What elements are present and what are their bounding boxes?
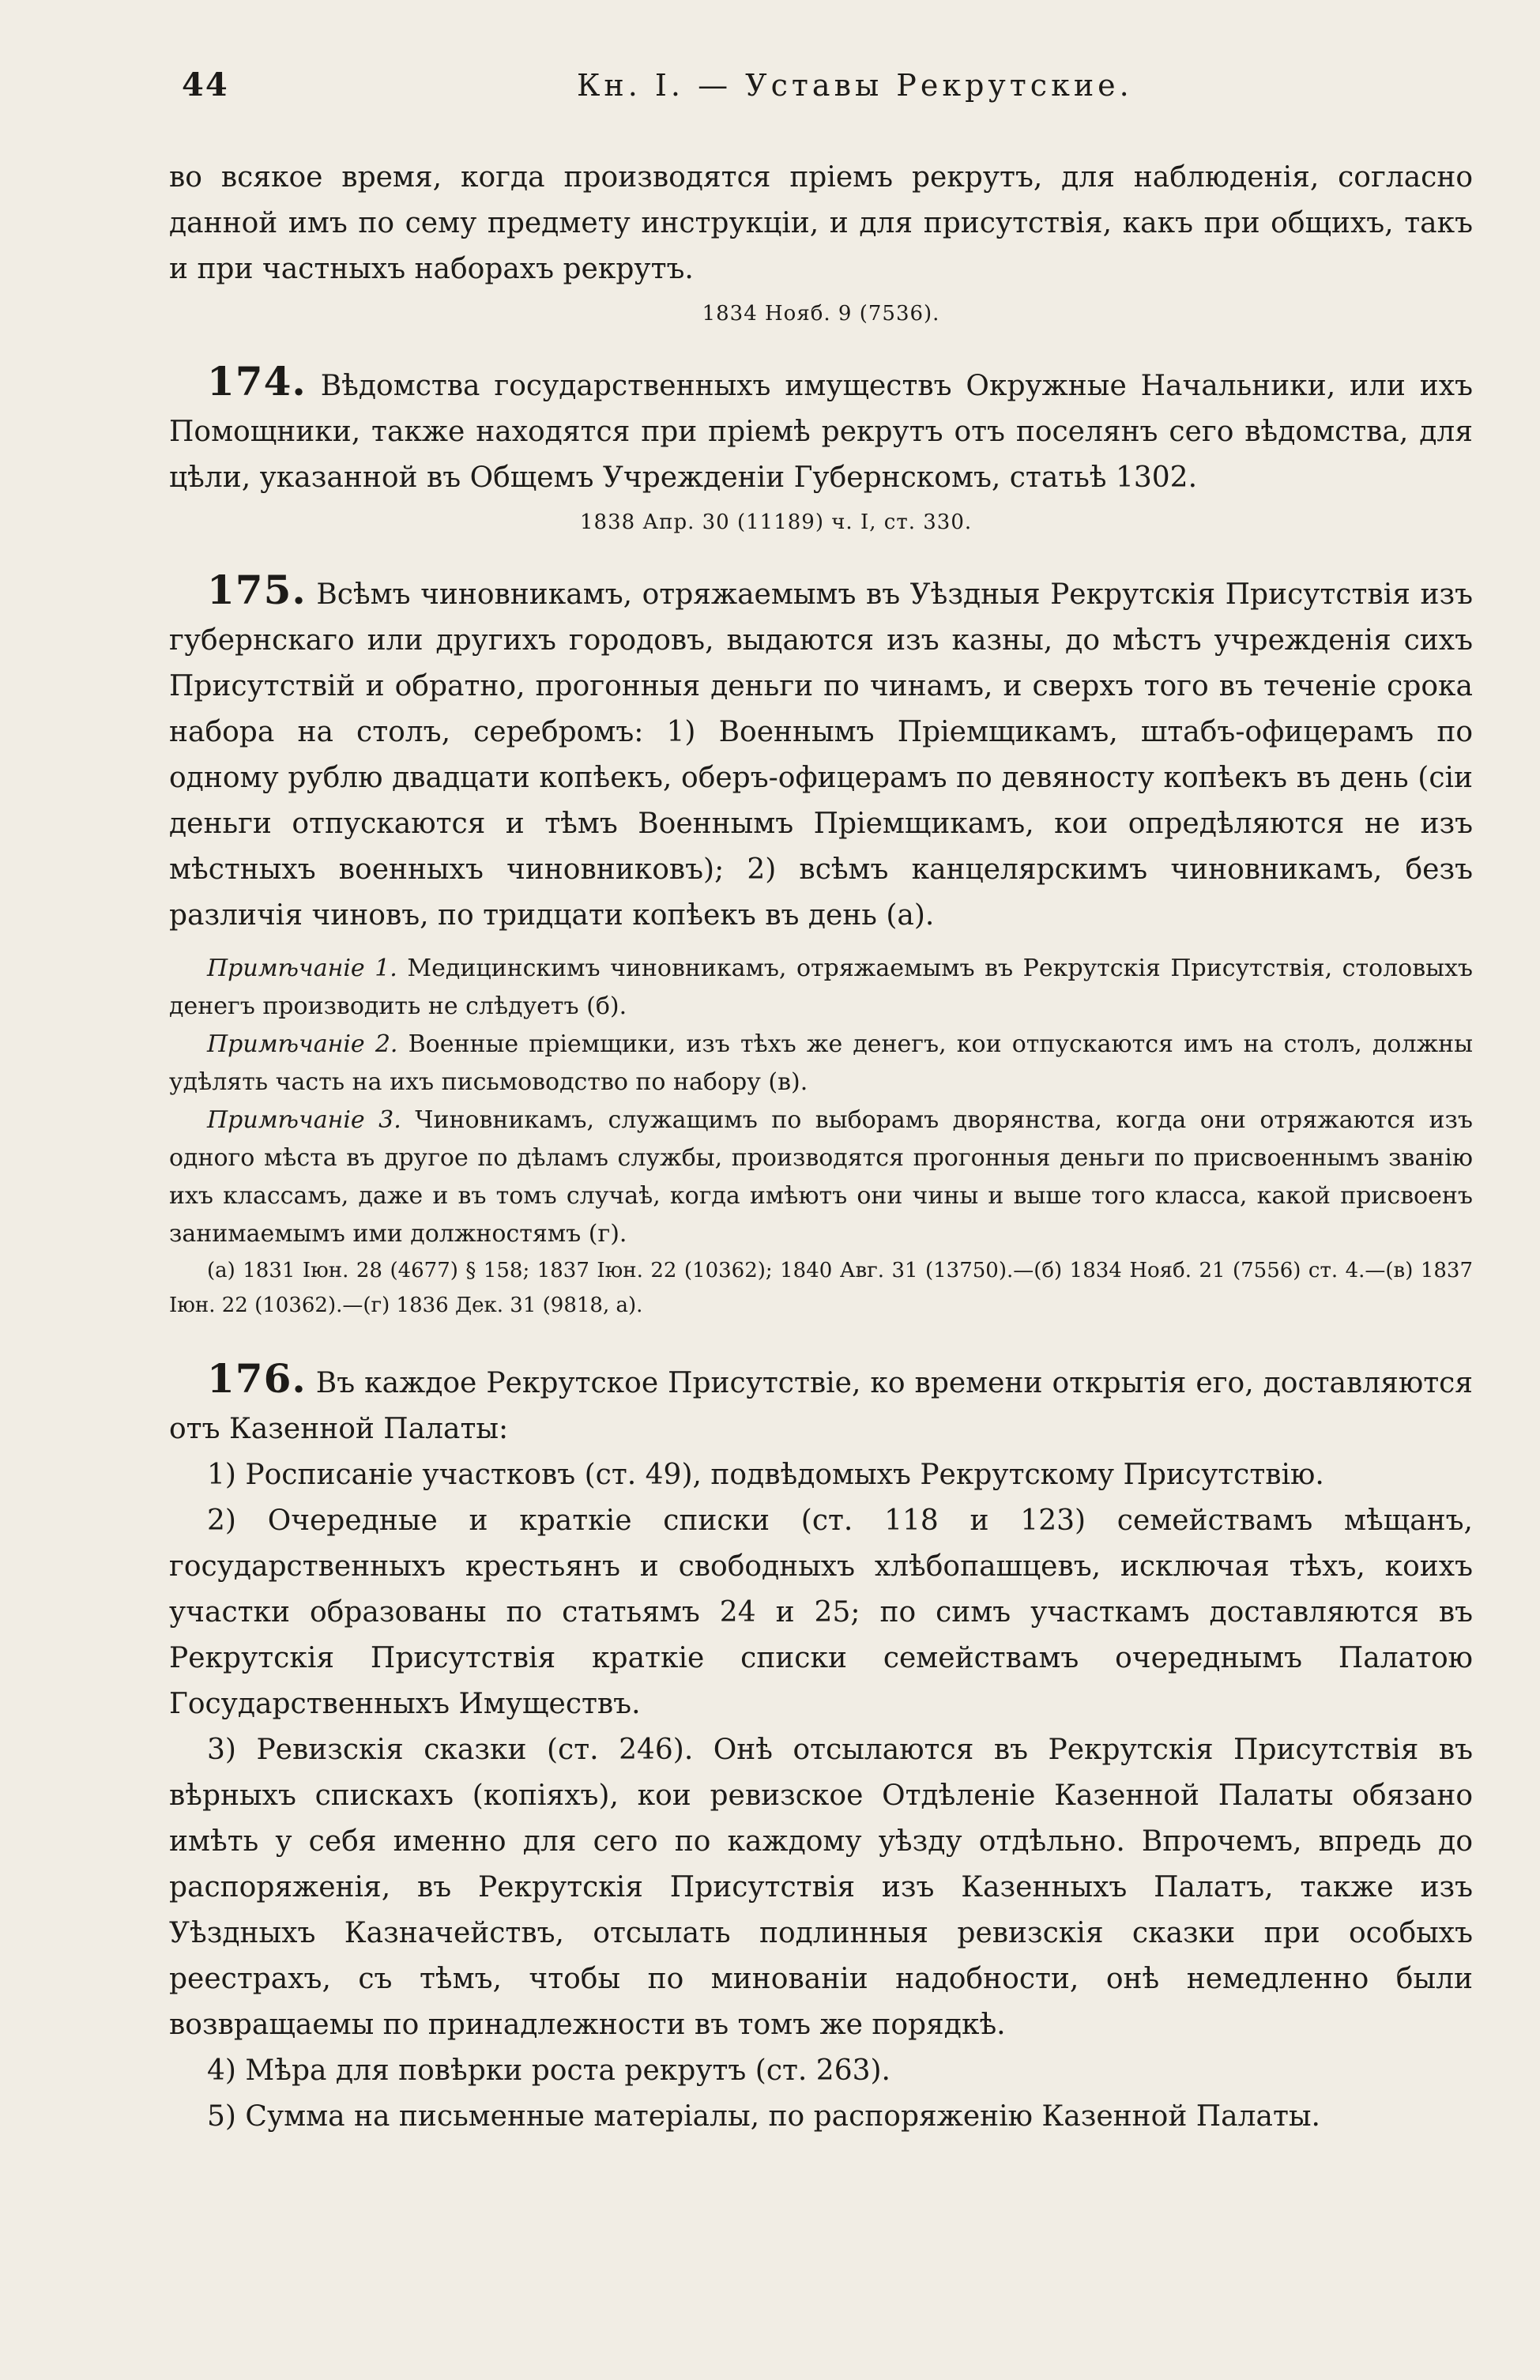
page-number: 44 <box>182 66 229 104</box>
note-2-label: Примѣчаніе 2. <box>207 1030 398 1058</box>
list-item: 4) Мѣра для повѣрки роста рекрутъ (ст. 263). <box>207 2054 890 2087</box>
list-item: 5) Сумма на письменные матеріалы, по распоряженію Казенной Палаты. <box>207 2100 1320 2133</box>
article-number-176: 176. <box>207 1355 307 1402</box>
running-title: Кн. I. — Уставы Рекрутские. <box>577 68 1133 103</box>
page-header <box>182 66 1462 114</box>
article-number-175: 175. <box>207 567 307 613</box>
intro-paragraph: во всякое время, когда производятся пріемъ рекрутъ, для наблюденія, согласно данной имъ по сему предмету инструкціи, и для присутствія, какъ при общихъ, такъ и при частныхъ наборахъ рекрутъ. <box>169 161 1473 285</box>
article-174-text: Вѣдомства государственныхъ имуществъ Окружные Начальники, или ихъ Помощники, также находятся при пріемѣ рекрутъ отъ поселянъ сего вѣдомства, для цѣли, указанной въ Общемъ Учрежденіи Губернскомъ, статьѣ 1302. <box>169 370 1474 494</box>
article-174-citation: 1838 Апр. 30 (11189) ч. I, ст. 330. <box>580 510 973 534</box>
article-number-174: 174. <box>207 358 307 405</box>
note-1-text: Медицинскимъ чиновникамъ, отряжаемымъ въ Рекрутскія Присутствія, столовыхъ денегъ производить не слѣдуетъ (б). <box>169 955 1473 1020</box>
list-item: 2) Очередные и краткіе списки (ст. 118 и 123) семействамъ мѣщанъ, государственныхъ крестьянъ и свободныхъ хлѣбопашцевъ, исключая тѣхъ, коихъ участки образованы по статьямъ 24 и 25; по симъ участкамъ доставляются въ Рекрутскія Присутствія краткіе списки семействамъ очереднымъ Палатою Государственныхъ Имуществъ. <box>169 1504 1473 1720</box>
note-2-text: Военные пріемщики, изъ тѣхъ же денегъ, кои отпускаются имъ на столъ, должны удѣлять часть на ихъ письмоводство по набору (в). <box>169 1030 1473 1096</box>
list-item: 3) Ревизскія сказки (ст. 246). Онѣ отсылаются въ Рекрутскія Присутствія въ вѣрныхъ спискахъ (копіяхъ), кои ревизское Отдѣленіе Казенной Палаты обязано имѣть у себя именно для сего по каждому уѣзду отдѣльно. Впрочемъ, впредь до распоряженія, въ Рекрутскія Присутствія изъ Казенныхъ Палатъ, также изъ Уѣздныхъ Казначействъ, отсылать подлинныя ревизскія сказки при особыхъ реестрахъ, съ тѣмъ, чтобы по минованіи надобности, онѣ немедленно были возвращаемы по принадлежности въ томъ же порядкѣ. <box>169 1734 1473 2041</box>
note-1 <box>169 950 1473 1026</box>
note-3-text: Чиновникамъ, служащимъ по выборамъ дворянства, когда они отряжаются изъ одного мѣста въ другое по дѣламъ службы, производятся прогонныя деньги по присвоеннымъ званію ихъ классамъ, даже и въ томъ случаѣ, когда имѣютъ они чины и выше того класса, какой присвоенъ занимаемымъ ими должностямъ (г). <box>169 1106 1473 1248</box>
article-175 <box>169 567 1473 939</box>
list-item: 1) Росписаніе участковъ (ст. 49), подвѣдомыхъ Рекрутскому Присутствію. <box>207 1459 1324 1491</box>
note-1-label: Примѣчаніе 1. <box>207 955 397 982</box>
article-174 <box>169 359 1473 501</box>
article-175-footnote: (а) 1831 Іюн. 28 (4677) § 158; 1837 Іюн. 22 (10362); 1840 Авг. 31 (13750).—(б) 1834 Нояб. 21 (7556) ст. 4.—(в) 1837 Іюн. 22 (10362).—(г) 1836 Дек. 31 (9818, а). <box>169 1259 1473 1317</box>
article-175-text: Всѣмъ чиновникамъ, отряжаемымъ въ Уѣздныя Рекрутскія Присутствія изъ губернскаго или другихъ городовъ, выдаются изъ казны, до мѣстъ учрежденія сихъ Присутствій и обратно, прогонныя деньги по чинамъ, и сверхъ того въ теченіе срока набора на столъ, серебромъ: 1) Военнымъ Пріемщикамъ, штабъ-офицерамъ по одному рублю двадцати копѣекъ, оберъ-офицерамъ по девяносту копѣекъ въ день (сіи деньги отпускаются и тѣмъ Военнымъ Пріемщикамъ, кои опредѣляются не изъ мѣстныхъ военныхъ чиновниковъ); 2) всѣмъ канцелярскимъ чиновникамъ, безъ различія чиновъ, по тридцати копѣекъ въ день (а). <box>169 578 1473 932</box>
article-176-list <box>169 1452 1473 2140</box>
note-2 <box>169 1026 1473 1102</box>
article-176 <box>169 1356 1473 1452</box>
article-176-text: Въ каждое Рекрутское Присутствіе, ко времени открытія его, доставляются отъ Казенной Палаты: <box>169 1367 1473 1445</box>
page-body <box>169 155 1473 2140</box>
note-3 <box>169 1102 1473 1253</box>
note-3-label: Примѣчаніе 3. <box>207 1106 401 1134</box>
intro-citation: 1834 Нояб. 9 (7536). <box>702 302 940 326</box>
